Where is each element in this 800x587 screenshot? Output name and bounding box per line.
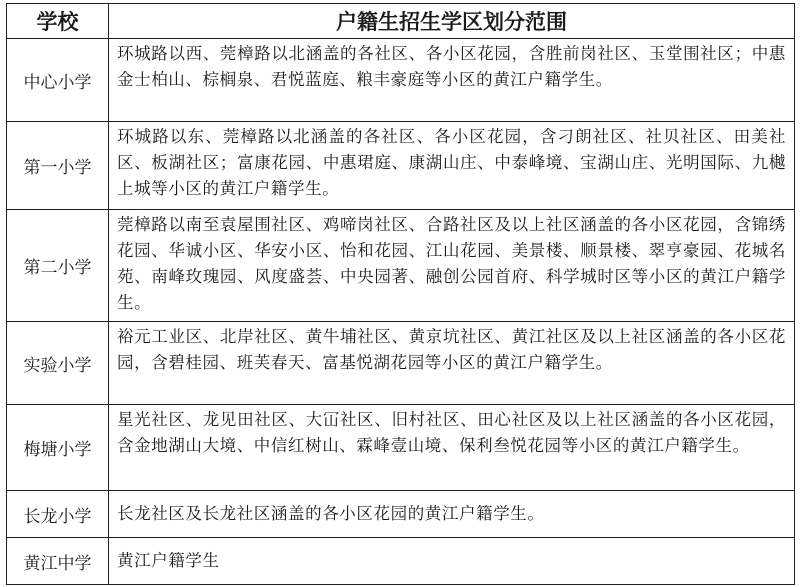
table-row	[7, 538, 795, 585]
district-scope: 环城路以东、莞樟路以北涵盖的各社区、各小区花园，含刁朗社区、社贝社区、田美社区、板湖社区；富康花园、中惠珺庭、康湖山庄、中泰峰境、宝湖山庄、光明国际、九樾上城等小区的黄江户籍学生。	[109, 122, 795, 210]
header-area: 户籍生招生学区划分范围	[109, 4, 795, 39]
table-row	[7, 122, 795, 210]
table-row	[7, 491, 795, 538]
school-name: 梅塘小学	[7, 405, 109, 491]
district-scope: 黄江户籍学生	[109, 538, 795, 585]
district-scope: 裕元工业区、北岸社区、黄牛埔社区、黄京坑社区、黄江社区及以上社区涵盖的各小区花园，含碧桂园、班芙春天、富基悦湖花园等小区的黄江户籍学生。	[109, 322, 795, 405]
document-page	[6, 3, 794, 583]
header-school: 学校	[7, 4, 109, 39]
school-name: 实验小学	[7, 322, 109, 405]
district-scope: 莞樟路以南至袁屋围社区、鸡啼岗社区、合路社区及以上社区涵盖的各小区花园，含锦绣花园、华诚小区、华安小区、怡和花园、江山花园、美景楼、顺景楼、翠亨豪园、花城名苑、南峰玫瑰园、风度盛荟、中央园著、融创公园首府、科学城时区等小区的黄江户籍学生。	[109, 210, 795, 322]
table-row	[7, 39, 795, 122]
table-row	[7, 405, 795, 491]
table-row	[7, 210, 795, 322]
school-name: 第一小学	[7, 122, 109, 210]
table-header-row	[7, 4, 795, 39]
district-scope: 环城路以西、莞樟路以北涵盖的各社区、各小区花园，含胜前岗社区、玉堂围社区；中惠金士柏山、棕榈泉、君悦蓝庭、粮丰豪庭等小区的黄江户籍学生。	[109, 39, 795, 122]
school-name: 长龙小学	[7, 491, 109, 538]
school-name: 第二小学	[7, 210, 109, 322]
school-name: 中心小学	[7, 39, 109, 122]
district-scope: 星光社区、龙见田社区、大冚社区、旧村社区、田心社区及以上社区涵盖的各小区花园，含金地湖山大境、中信红树山、霖峰壹山境、保利叁悦花园等小区的黄江户籍学生。	[109, 405, 795, 491]
district-scope: 长龙社区及长龙社区涵盖的各小区花园的黄江户籍学生。	[109, 491, 795, 538]
school-district-table	[6, 3, 795, 585]
table-row	[7, 322, 795, 405]
school-name: 黄江中学	[7, 538, 109, 585]
